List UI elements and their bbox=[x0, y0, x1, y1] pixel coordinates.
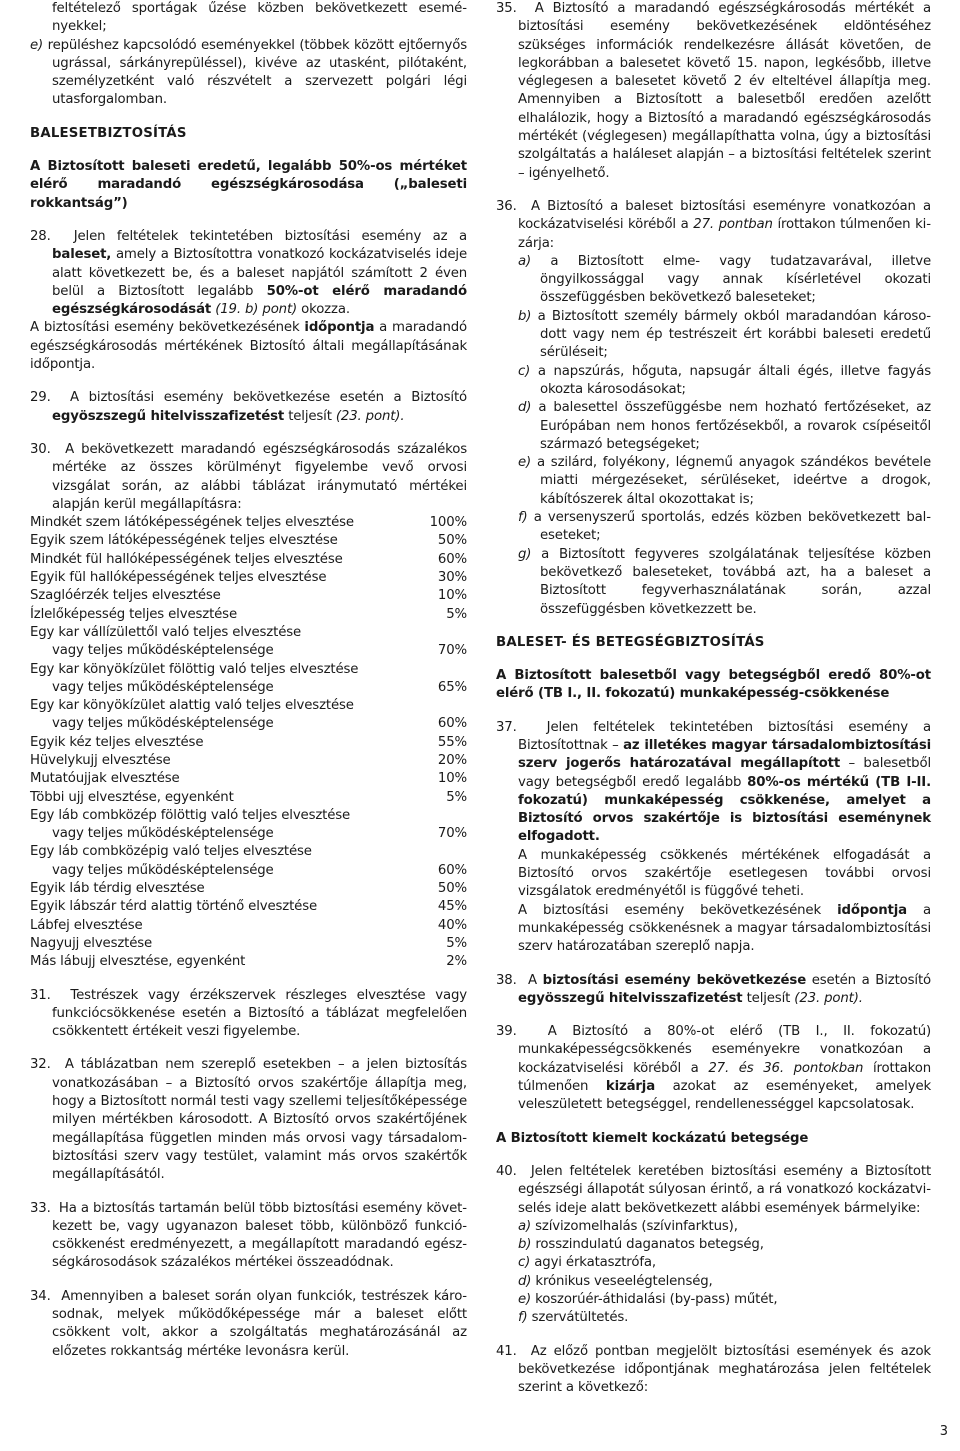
table-row-label: Szaglóérzék teljes elvesztése bbox=[30, 588, 221, 604]
table-row-label: Egyik lábszár térd alattig történő elvesztése bbox=[30, 899, 318, 915]
table-row-value: 55% bbox=[437, 734, 467, 750]
table-row-value: 40% bbox=[437, 917, 467, 933]
table-row-label: Egyik fül hallóképességének teljes elvesztése bbox=[30, 570, 327, 586]
table-row-label: Mindkét szem látóképességének teljes elvesztése bbox=[30, 515, 354, 531]
table-row-label: vagy teljes működésképtelensége bbox=[52, 643, 274, 659]
table-row-label: Nagyujj elvesztése bbox=[30, 935, 153, 951]
paragraph-37-note: A munkaképesség csökkenés mértékének elfogadását a Biztosító orvos szakértője esetlegesen további orvosi vizsgálatok eredményétől is függővé teheti. bbox=[518, 847, 931, 900]
table-row-label: Egy kar könyökízület fölöttig való teljes elvesztése bbox=[30, 661, 359, 677]
table-row-label: Egy láb combközép fölöttig való teljes elvesztése bbox=[30, 807, 351, 823]
paragraph-40: 40. Jelen feltételek keretében biztosítási esemény a Biztosított egészségi állapotát súlyosan érintő, a rá vonatkozó kockázatviselés ideje alatt bekövetkezett alábbi események bármelyike: bbox=[496, 1163, 932, 1216]
table-row bbox=[30, 715, 467, 733]
table-row bbox=[30, 587, 467, 605]
table-row-value: 60% bbox=[437, 716, 467, 732]
table-row bbox=[30, 880, 467, 898]
table-row bbox=[30, 514, 467, 532]
table-row bbox=[30, 734, 467, 752]
table-row bbox=[30, 697, 467, 715]
critical-illness-list bbox=[496, 1218, 931, 1328]
section-title-baleset-es-betegsegbiztositas: BALESET- ÉS BETEGSÉGBIZTOSÍTÁS bbox=[496, 634, 765, 650]
list-item: c) a napszúrás, hőguta, napsugár általi égés, illetve fagyás okozta károsodásokat; bbox=[518, 363, 932, 397]
table-row-value: 10% bbox=[437, 771, 467, 787]
table-row bbox=[30, 898, 467, 916]
table-row-value: 10% bbox=[437, 588, 467, 604]
table-row-value: 45% bbox=[437, 899, 467, 915]
table-row-value: 100% bbox=[429, 515, 467, 531]
list-item: e) a szilárd, folyékony, légnemű anyagok szándékos bevétele miatti mérgezéseket, sérüléseket, ideértve a drogok, kábítószerek által okozottakat is; bbox=[518, 455, 932, 507]
table-row bbox=[30, 569, 467, 587]
paragraph-37-timing: A biztosítási esemény bekövetkezésének időpontja a munkaképesség csökkenésnek a magyar társadalombiztosítási szerv határozatában szereplő napja. bbox=[518, 902, 932, 955]
table-row bbox=[30, 789, 467, 807]
paragraph-33: 33. Ha a biztosítás tartamán belül több biztosítási esemény következett be, vagy ugyanazon baleset több, különböző funkciócsökkenést eredményezett, a megállapított maradandó egészségkárosodások százalékos mértékei összeadódnak. bbox=[30, 1200, 468, 1271]
table-row-value: 30% bbox=[437, 570, 467, 586]
table-row-value: 50% bbox=[437, 881, 467, 897]
table-row-label: Ízlelőképesség teljes elvesztése bbox=[30, 606, 237, 622]
table-row bbox=[30, 825, 467, 843]
table-row bbox=[30, 807, 467, 825]
table-row-label: Mutatóujjak elvesztése bbox=[30, 771, 180, 787]
list-item: d) a balesettel összefüggésbe nem hozható fertőzéseket, az Európában nem honos fertőzésekből, a rovarok csípéseitől származó betegségeket; bbox=[518, 400, 932, 452]
section-title-kiemelt-kockazatu-betegseg: A Biztosított kiemelt kockázatú betegsége bbox=[496, 1130, 809, 1146]
table-row-label: Egyik szem látóképességének teljes elvesztése bbox=[30, 533, 338, 549]
table-row-value: 60% bbox=[437, 551, 467, 567]
section-subtitle-baleseti-rokkantsag: A Biztosított baleseti eredetű, legalább 50%-os mértéket elérő maradandó egészségkárosodása („baleseti rokkantság”) bbox=[30, 159, 467, 211]
list-item: f) a versenyszerű sportolás, edzés közben bekövetkezett baleseteket; bbox=[518, 510, 932, 544]
table-row bbox=[30, 917, 467, 935]
table-row-label: Egyik kéz teljes elvesztése bbox=[30, 734, 204, 750]
list-item: d) krónikus veseelégtelenség, bbox=[518, 1273, 713, 1289]
table-row-label: Mindkét fül hallóképességének teljes elvesztése bbox=[30, 551, 343, 567]
table-row bbox=[30, 642, 467, 660]
table-row bbox=[30, 679, 467, 697]
table-row-label: vagy teljes működésképtelensége bbox=[52, 716, 274, 732]
table-row-value: 5% bbox=[446, 935, 467, 951]
table-row-value: 65% bbox=[437, 679, 467, 695]
list-item: e) koszorúér-áthidalási (by-pass) műtét, bbox=[518, 1292, 778, 1307]
table-row-label: vagy teljes működésképtelensége bbox=[52, 826, 274, 842]
table-row bbox=[30, 551, 467, 569]
table-row-label: vagy teljes működésképtelensége bbox=[52, 679, 274, 695]
page-number: 3 bbox=[939, 1424, 948, 1439]
table-row bbox=[30, 532, 467, 550]
list-item: a) szívizomelhalás (szívinfarktus), bbox=[518, 1218, 738, 1234]
intro-d-tail: feltételező sportágak űzése közben bekövetkezett eseményekkel; bbox=[52, 1, 467, 35]
table-row-value: 70% bbox=[437, 643, 467, 659]
intro-item-e: e) repüléshez kapcsolódó eseményekkel (többek között ejtőernyős ugrással, sárkányrepüléssel), kivéve az utasként, pilótaként, személyzetként való részvételt a szervezett polgári légi utasforgalomban. bbox=[30, 37, 468, 108]
table-row bbox=[30, 752, 467, 770]
table-row-label: Más lábujj elvesztése, egyenként bbox=[30, 954, 246, 970]
section-title-balesetbiztositas: BALESETBIZTOSÍTÁS bbox=[30, 125, 187, 141]
list-item: c) agyi érkatasztrófa, bbox=[518, 1255, 656, 1271]
table-row bbox=[30, 606, 467, 624]
table-row-label: Egy láb combközépig való teljes elvesztése bbox=[30, 844, 312, 860]
table-row bbox=[30, 770, 467, 788]
table-row-value: 20% bbox=[437, 752, 467, 768]
exclusion-list bbox=[496, 253, 931, 619]
table-row bbox=[30, 661, 467, 679]
paragraph-29: 29. A biztosítási esemény bekövetkezése esetén a Biztosító egyöszszegű hitelvisszafizetést teljesít (23. pont). bbox=[30, 390, 467, 424]
table-row-label: Lábfej elvesztése bbox=[30, 917, 143, 933]
table-row-label: Egyik láb térdig elvesztése bbox=[30, 881, 205, 897]
table-row bbox=[30, 843, 467, 861]
paragraph-36: 36. A Biztosító a baleset biztosítási eseményre vonatkozóan a kockázatviselési köréből a 27. pontban írottakon túlmenően kizárja: bbox=[496, 198, 931, 251]
paragraph-31: 31. Testrészek vagy érzékszervek részleges elvesztése vagy funkciócsökkenése esetén a Biztosító a táblázat megfelelően csökkentett értékeit veszi figyelembe. bbox=[30, 987, 467, 1040]
table-row-label: Hüvelykujj elvesztése bbox=[30, 752, 171, 768]
paragraph-34: 34. Amennyiben a baleset során olyan funkciók, testrészek károsodnak, melyek működőképessége már a baleset előtt csökkent volt, akkor a szolgáltatás meghatározásánál az előzetes rokkantság mértéke levonásra kerül. bbox=[30, 1288, 467, 1359]
disability-rate-table bbox=[30, 514, 467, 971]
table-row-label: Egy kar vállízülettől való teljes elvesztése bbox=[30, 624, 302, 640]
list-item: g) a Biztosított fegyveres szolgálatának teljesítése közben bekövetkező baleseteket, továbbá azt, ha a baleset a Biztosított fegyverhasználatának során, azzal összefüggésben következzett be. bbox=[518, 546, 931, 617]
table-row-value: 50% bbox=[437, 533, 467, 549]
left-column bbox=[30, 0, 467, 1361]
section-subtitle-munkakepesseg: A Biztosított balesetből vagy betegségből eredő 80%-ot elérő (TB I., II. fokozatú) munkaképesség-csökkenése bbox=[496, 668, 931, 702]
paragraph-32: 32. A táblázatban nem szereplő esetekben – a jelen biztosítás vonatkozásában – a Biztosító orvos szakértője állapítja meg, hogy a Biztosított normál testi vagy szellemi teljesítőképessége milyen mértékben károsodott. A Biztosító orvos szakértőjének megállapítása független minden más orvosi vagy társadalombiztosítási szerv vagy testület, valamint más orvos szakértők megállapításától. bbox=[30, 1057, 468, 1183]
table-row-value: 60% bbox=[437, 862, 467, 878]
table-row-value: 2% bbox=[446, 954, 467, 970]
list-item: a) a Biztosított elme- vagy tudatzavarával, illetve öngyilkossággal vagy annak kísérletével okozati összefüggésben bekövetkező baleseteket; bbox=[518, 253, 931, 306]
table-row-label: vagy teljes működésképtelensége bbox=[52, 862, 274, 878]
table-row-label: Többi ujj elvesztése, egyenként bbox=[30, 789, 234, 805]
table-row-value: 70% bbox=[437, 826, 467, 842]
paragraph-39: 39. A Biztosító a 80%-ot elérő (TB I., II. fokozatú) munkaképességcsökkenés eseményekre vonatkozóan a kockázatviselési köréből a 27. és 36. pontokban írottakon túlmenően kizárja azokat az eseményeket, amelyek veleszületett betegséggel, rendellenességgel kapcsolatosak. bbox=[496, 1024, 932, 1113]
right-column bbox=[496, 0, 931, 1397]
paragraph-41: 41. Az előző pontban megjelölt biztosítási események és azok bekövetkezése időpontjának meghatározása jelen feltételek szerint a következő: bbox=[496, 1343, 931, 1396]
table-row-label: Egy kar könyökízület alattig való teljes elvesztése bbox=[30, 698, 354, 714]
paragraph-35: 35. A Biztosító a maradandó egészségkárosodás mértékét a biztosítási esemény bekövetkezésének eldöntéséhez szükséges információk rendelkezésre állását követően, de legkorábban a balesetet követő 15. napon, legkésőbb, illetve véglegesen a balesetet követő 2 év elteltével állapítja meg. Amennyiben a Biztosított a balesetből eredően azelőtt elhalálozik, hogy a Biztosító a maradandó egészségkárosodás mértékét (véglegesen) megállapíthatta volna, úgy a biztosítási szolgáltatás a haláleset alapján – a biztosítási feltételek szerint – igényelhető. bbox=[496, 1, 931, 181]
table-row-value: 5% bbox=[446, 606, 467, 622]
list-item: b) a Biztosított személy bármely okból maradandóan károsodott vagy nem ép testrészeit ért korábbi baleseti eredetű sérüléseit; bbox=[518, 308, 932, 361]
table-row-value: 5% bbox=[446, 789, 467, 805]
paragraph-30: 30. A bekövetkezett maradandó egészségkárosodás százalékos mértéke az összes körülményt figyelembe vevő orvosi vizsgálat során, az alábbi táblázat iránymutató mértékei alapján kerül megállapításra: bbox=[30, 441, 468, 512]
paragraph-37: 37. Jelen feltételek tekintetében biztosítási esemény a Biztosítottnak – az illetékes magyar társadalombiztosítási szerv jogerős határozatával megállapított – balesetből vagy betegségből eredő legalább 80%-os mértékű (TB I-II. fokozatú) munkaképesség csökkenése, amelyet a Biztosító orvos szakértője is biztosítási eseménynek elfogadott. bbox=[496, 719, 932, 845]
list-item: f) szervátültetés. bbox=[518, 1310, 629, 1326]
paragraph-38: 38. A biztosítási esemény bekövetkezése esetén a Biztosító egyösszegű hitelvisszafizetést teljesít (23. pont). bbox=[496, 972, 932, 1006]
paragraph-28: 28. Jelen feltételek tekintetében biztosítási esemény az a baleset, amely a Biztosítottra vonatkozó kockázatviselés ideje alatt következett be, és a baleset napjától számított 2 éven belül a Biztosított legalább 50%-ot elérő maradandó egészségkárosodását (19. b) pont) okozza. bbox=[30, 228, 467, 318]
table-row bbox=[30, 953, 467, 971]
table-row bbox=[30, 862, 467, 880]
table-row bbox=[30, 935, 467, 953]
list-item: b) rosszindulatú daganatos betegség, bbox=[518, 1237, 764, 1253]
paragraph-28-timing: A biztosítási esemény bekövetkezésének időpontja a maradandó egészségkárosodás mértékének Biztosító általi megállapításának időpontja. bbox=[30, 320, 468, 373]
table-row bbox=[30, 624, 467, 642]
